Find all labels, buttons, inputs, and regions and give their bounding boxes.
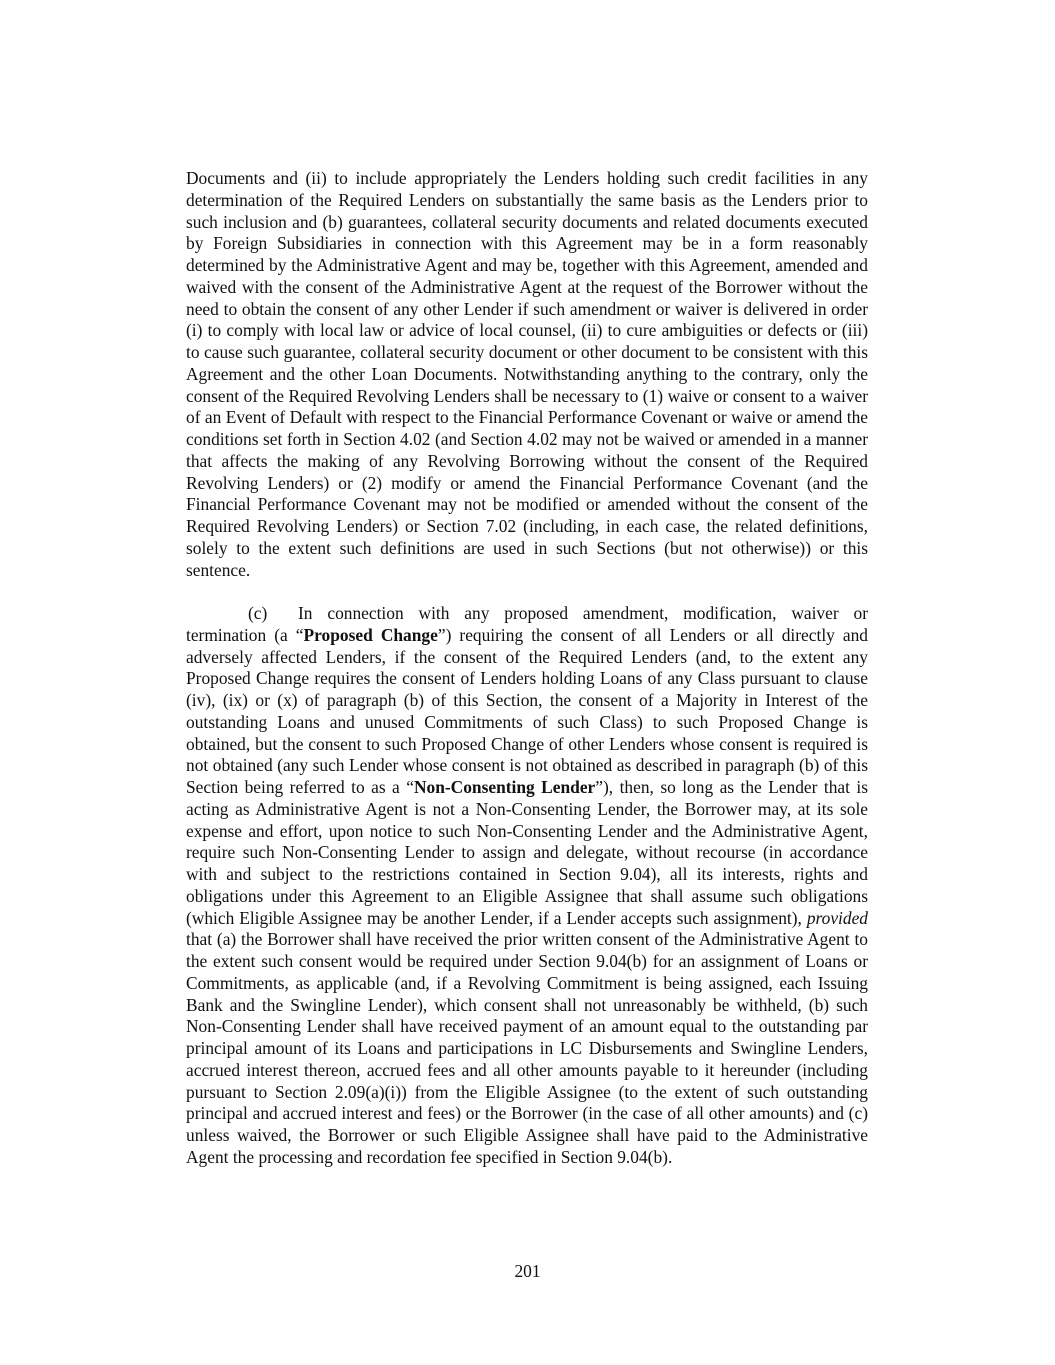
paragraph-c-text-1: In connection with any proposed amendment, modification, waiver or termination (a “ [186, 603, 868, 645]
emphasis-provided: provided [806, 907, 868, 928]
paragraph-c-marker: (c) [248, 603, 268, 623]
paragraph-c-text-2: ”) requiring the consent of all Lenders or all directly and adversely affected Lenders, if the consent of the Required Lenders (and, to the extent any Proposed Change requires the consent of Lenders holding Loans of any Class pursuant to clause (iv), (ix) or (x) of paragraph (b) of this Section, the consent of a Majority in Interest of the outstanding Loans and unused Commitments of such Class) to such Proposed Change is obtained, but the consent to such Proposed Change of other Lenders whose consent is required is not obtained (any such Lender whose consent is not obtained as described in paragraph (b) of this Section being referred to as a “ [186, 624, 869, 797]
defined-term-proposed-change: Proposed Change [303, 624, 438, 645]
paragraph-c [186, 603, 868, 1169]
paragraph-c-text-3: ”), then, so long as the Lender that is acting as Administrative Agent is not a Non-Consenting Lender, the Borrower may, at its sole expense and effort, upon notice to such Non-Consenting Lender and the Administrative Agent, require such Non-Consenting Lender to assign and delegate, without recourse (in accordance with and subject to the restrictions contained in Section 9.04), all its interests, rights and obligations under this Agreement to an Eligible Assignee that shall assume such obligations (which Eligible Assignee may be another Lender, if a Lender accepts such assignment), [186, 777, 868, 928]
paragraph-b-continuation: Documents and (ii) to include appropriately the Lenders holding such credit facilities in any determination of the Required Lenders on substantially the same basis as the Lenders prior to such inclusion and (b) guarantees, collateral security documents and related documents executed by Foreign Subsidiaries in connection with this Agreement may be in a form reasonably determined by the Administrative Agent and may be, together with this Agreement, amended and waived with the consent of the Administrative Agent at the request of the Borrower without the need to obtain the consent of any other Lender if such amendment or waiver is delivered in order (i) to comply with local law or advice of local counsel, (ii) to cure ambiguities or defects or (iii) to cause such guarantee, collateral security document or other document to be consistent with this Agreement and the other Loan Documents. Notwithstanding anything to the contrary, only the consent of the Required Revolving Lenders shall be necessary to (1) waive or consent to a waiver of an Event of Default with respect to the Financial Performance Covenant or waive or amend the conditions set forth in Section 4.02 (and Section 4.02 may not be waived or amended in a manner that affects the making of any Revolving Borrowing without the consent of the Required Revolving Lenders) or (2) modify or amend the Financial Performance Covenant (and the Financial Performance Covenant may not be modified or amended without the consent of the Required Revolving Lenders) or Section 7.02 (including, in each case, the related definitions, solely to the extent such definitions are used in such Sections (but not otherwise)) or this sentence. [186, 168, 868, 580]
document-body [186, 168, 868, 1169]
page-number: 201 [514, 1261, 541, 1281]
defined-term-non-consenting-lender: Non-Consenting Lender [413, 777, 596, 797]
paragraph-c-text-4: that (a) the Borrower shall have received the prior written consent of the Administrative Agent to the extent such consent would be required under Section 9.04(b) for an assignment of Loans or Commitments, as applicable (and, if a Revolving Commitment is being assigned, each Issuing Bank and the Swingline Lender), which consent shall not unreasonably be withheld, (b) such Non-Consenting Lender shall have received payment of an amount equal to the outstanding par principal amount of its Loans and participations in LC Disbursements and Swingline Lenders, accrued interest thereon, accrued fees and all other amounts payable to it hereunder (including pursuant to Section 2.09(a)(i)) from the Eligible Assignee (to the extent of such outstanding principal and accrued interest and fees) or the Borrower (in the case of all other amounts) and (c) unless waived, the Borrower or such Eligible Assignee shall have paid to the Administrative Agent the processing and recordation fee specified in Section 9.04(b). [186, 929, 868, 1167]
